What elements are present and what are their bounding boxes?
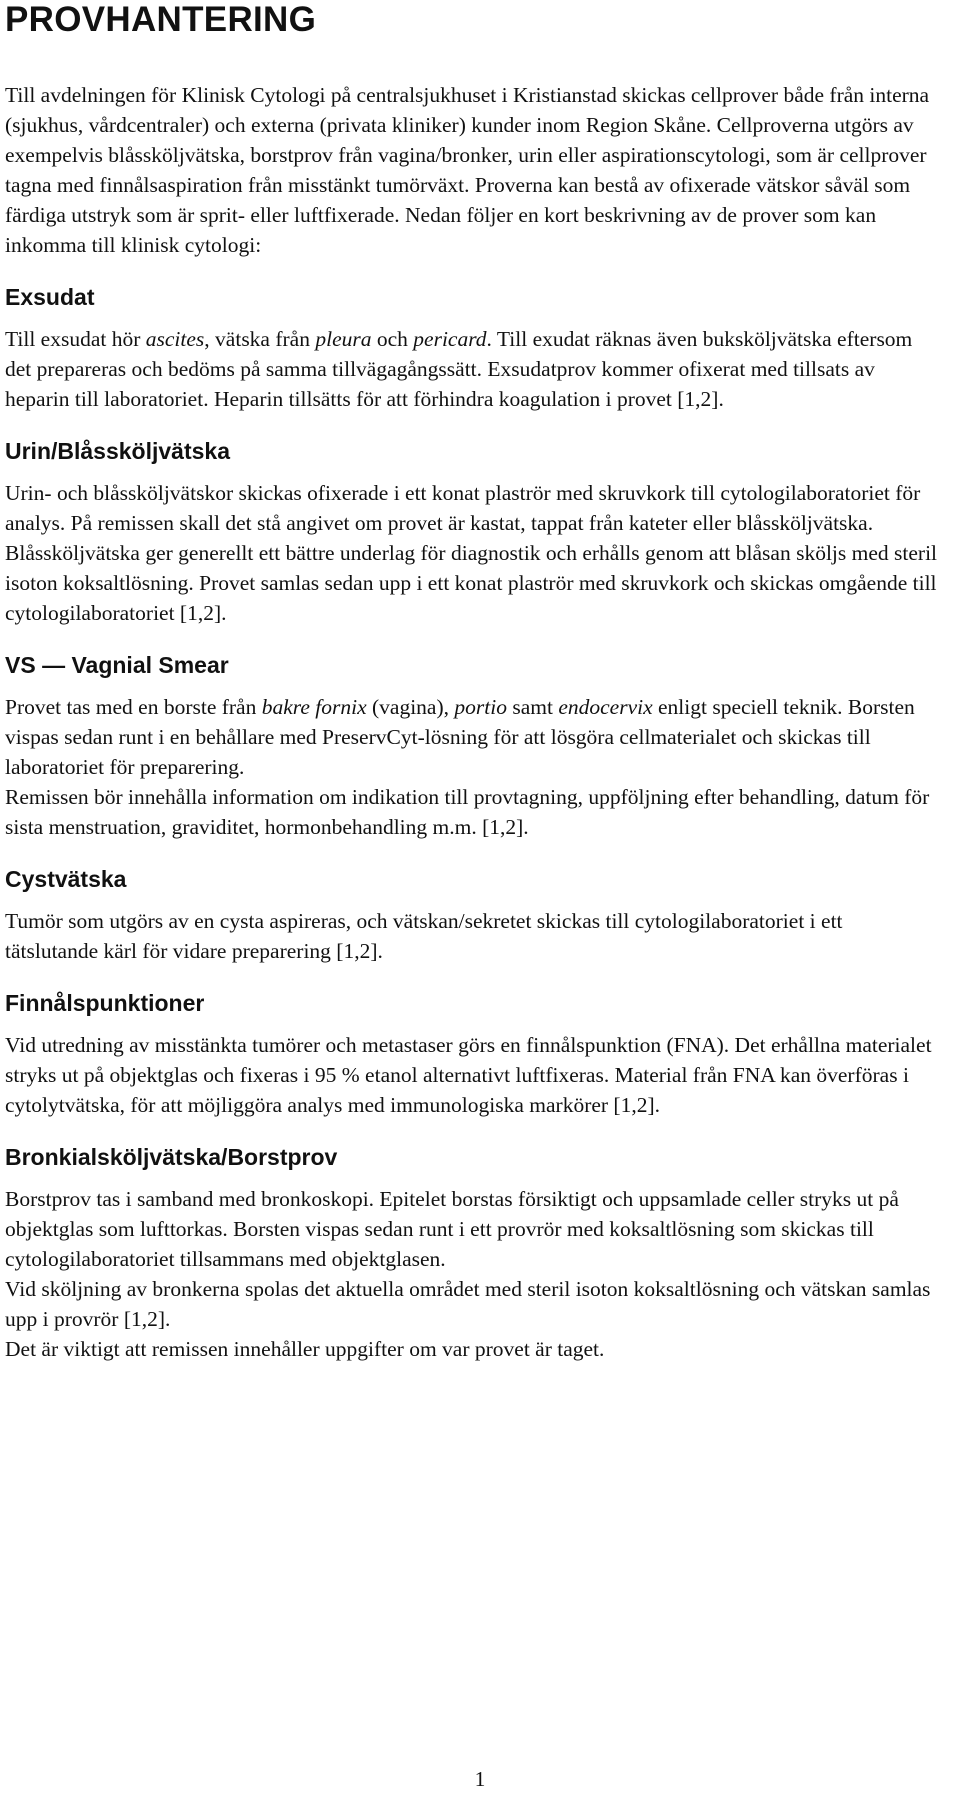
italic-term: ascites: [145, 327, 205, 351]
italic-term: pleura: [315, 327, 372, 351]
intro-paragraph: Till avdelningen för Klinisk Cytologi på centralsjukhuset i Kristianstad skickas cellprover både från interna (sjukhus, vårdcentraler) och externa (privata kliniker) kunder inom Region Skåne. Cellproverna utgörs av exempelvis blåssköljvätska, borstprov från vagina/bronker, urin eller aspirationscytologi, som är cellprover tagna med finnålsaspiration från misstänkt tumörväxt. Proverna kan bestå av ofixerade vätskor såväl som färdiga utstryk som är sprit- eller luftfixerade. Nedan följer en kort beskrivning av de prover som kan inkomma till klinisk cytologi:: [5, 83, 930, 257]
text-run: samt: [506, 695, 559, 719]
section-heading: Exsudat: [5, 284, 95, 310]
text-run: Till exsudat hör: [5, 327, 146, 351]
section-heading: Cystvätska: [5, 866, 127, 892]
section-paragraph: Blåssköljvätska ger generellt ett bättre underlag för diagnostik och erhålls genom att blåsan sköljs med steril isoton koksaltlösning. Provet samlas sedan upp i ett konat plaströr med skruvkork och skickas omgående till cytologilaboratoriet [1,2].: [5, 541, 938, 625]
text-run: . Till exudat räknas även buksköljvätska eftersom det prepareras och bedöms på samma tillvägagångssätt. Exsudatprov kommer ofixerat med tillsats av heparin till laboratoriet. Heparin tillsätts för att förhindra koagulation i provet [1,2].: [5, 327, 913, 411]
italic-term: bakre fornix: [261, 695, 367, 719]
section-heading: VS — Vagnial Smear: [5, 652, 229, 678]
section-paragraph: Urin- och blåssköljvätskor skickas ofixerade i ett konat plaströr med skruvkork till cytologilaboratoriet för analys. På remissen skall det stå angivet om provet är kastat, tappat från kateter eller blåssköljvätska.: [5, 481, 921, 535]
section-urin: [5, 436, 938, 628]
text-run: , vätska från: [204, 327, 316, 351]
document-title: PROVHANTERING: [5, 0, 317, 39]
italic-term: pericard: [413, 327, 487, 351]
section-paragraph: Det är viktigt att remissen innehåller uppgifter om var provet är taget.: [5, 1337, 605, 1361]
page-number: 1: [474, 1767, 486, 1791]
text-run: och: [371, 327, 414, 351]
section-paragraph: Borstprov tas i samband med bronkoskopi. Epitelet borstas försiktigt och uppsamlade celler stryks ut på objektglas som lufttorkas. Borsten vispas sedan runt i ett provrör med koksaltlösning som skickas till cytologilaboratoriet tillsammans med objektglasen.: [5, 1187, 899, 1271]
section-paragraph: Vid utredning av misstänkta tumörer och metastaser görs en finnålspunktion (FNA). Det erhållna materialet stryks ut på objektglas och fixeras i 95 % etanol alternativt luftfixeras. Material från FNA kan överföras i cytolytvätska, för att möjliggöra analys med immunologiska markörer [1,2].: [5, 1033, 932, 1117]
section-paragraph: [5, 692, 938, 782]
section-paragraph: Tumör som utgörs av en cysta aspireras, och vätskan/sekretet skickas till cytologilaboratoriet i ett tätslutande kärl för vidare preparering [1,2].: [5, 909, 843, 963]
section-paragraph: Remissen bör innehålla information om indikation till provtagning, uppföljning efter behandling, datum för sista menstruation, graviditet, hormonbehandling m.m. [1,2].: [5, 785, 930, 839]
section-paragraph: [5, 324, 938, 414]
section-exsudat: [5, 282, 938, 414]
italic-term: endocervix: [558, 695, 653, 719]
section-heading: Finnålspunktioner: [5, 990, 205, 1016]
text-run: (vagina),: [366, 695, 455, 719]
section-heading: Urin/Blåssköljvätska: [5, 438, 231, 464]
italic-term: portio: [454, 695, 507, 719]
section-cystvatska: [5, 864, 938, 966]
text-run: enligt speciell teknik. Borsten vispas sedan runt i en behållare med PreservCyt-lösning för att lösgöra cellmaterialet och skickas till laboratoriet för preparering.: [5, 695, 915, 779]
section-paragraph: Vid sköljning av bronkerna spolas det aktuella området med steril isoton koksaltlösning och vätskan samlas upp i provrör [1,2].: [5, 1277, 931, 1331]
section-finnalspunktioner: [5, 988, 938, 1120]
section-bronkial: [5, 1142, 938, 1364]
section-vs: [5, 650, 938, 842]
section-heading: Bronkialsköljvätska/Borstprov: [5, 1144, 338, 1170]
text-run: Provet tas med en borste från: [5, 695, 262, 719]
